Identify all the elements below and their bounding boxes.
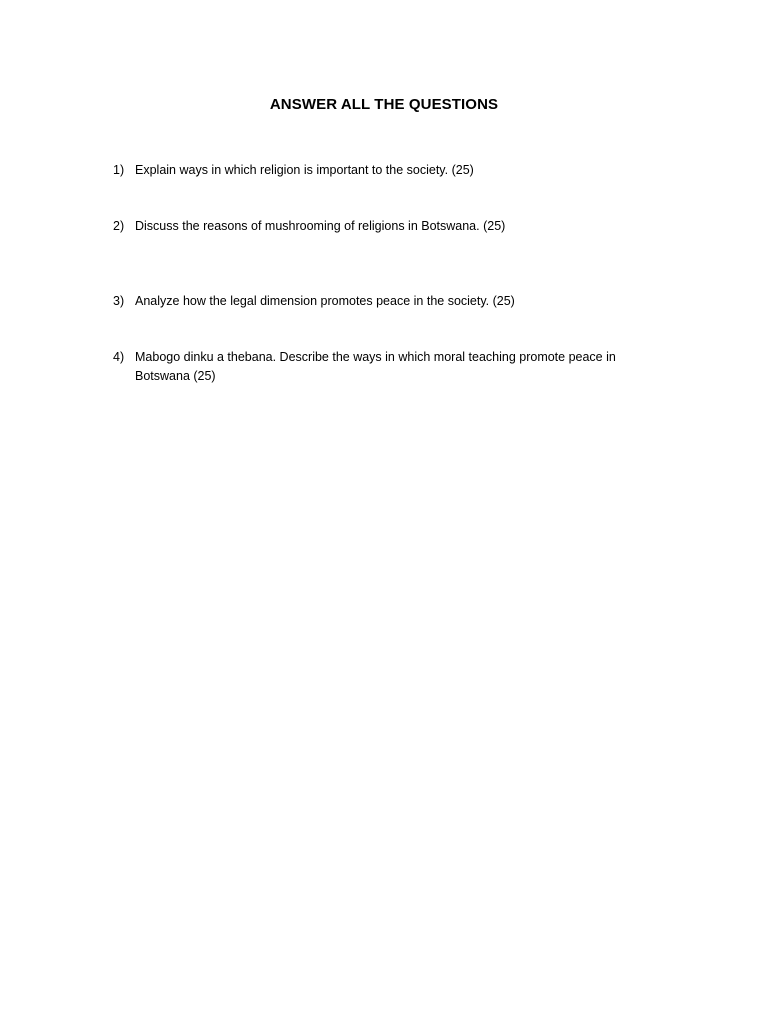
question-item bbox=[113, 217, 653, 236]
question-text: Analyze how the legal dimension promotes peace in the society. (25) bbox=[135, 294, 515, 308]
question-item bbox=[113, 292, 653, 311]
question-number: 2) bbox=[113, 219, 125, 233]
question-item bbox=[113, 161, 653, 180]
question-number: 4) bbox=[113, 350, 125, 364]
question-item bbox=[113, 348, 653, 386]
question-text: Mabogo dinku a thebana. Describe the ways in which moral teaching promote peace in Botswana (25) bbox=[135, 350, 616, 383]
question-text: Discuss the reasons of mushrooming of religions in Botswana. (25) bbox=[135, 219, 506, 233]
question-text: Explain ways in which religion is important to the society. (25) bbox=[135, 163, 474, 177]
question-number: 3) bbox=[113, 294, 125, 308]
question-number: 1) bbox=[113, 163, 125, 177]
page-title: ANSWER ALL THE QUESTIONS bbox=[269, 96, 499, 113]
